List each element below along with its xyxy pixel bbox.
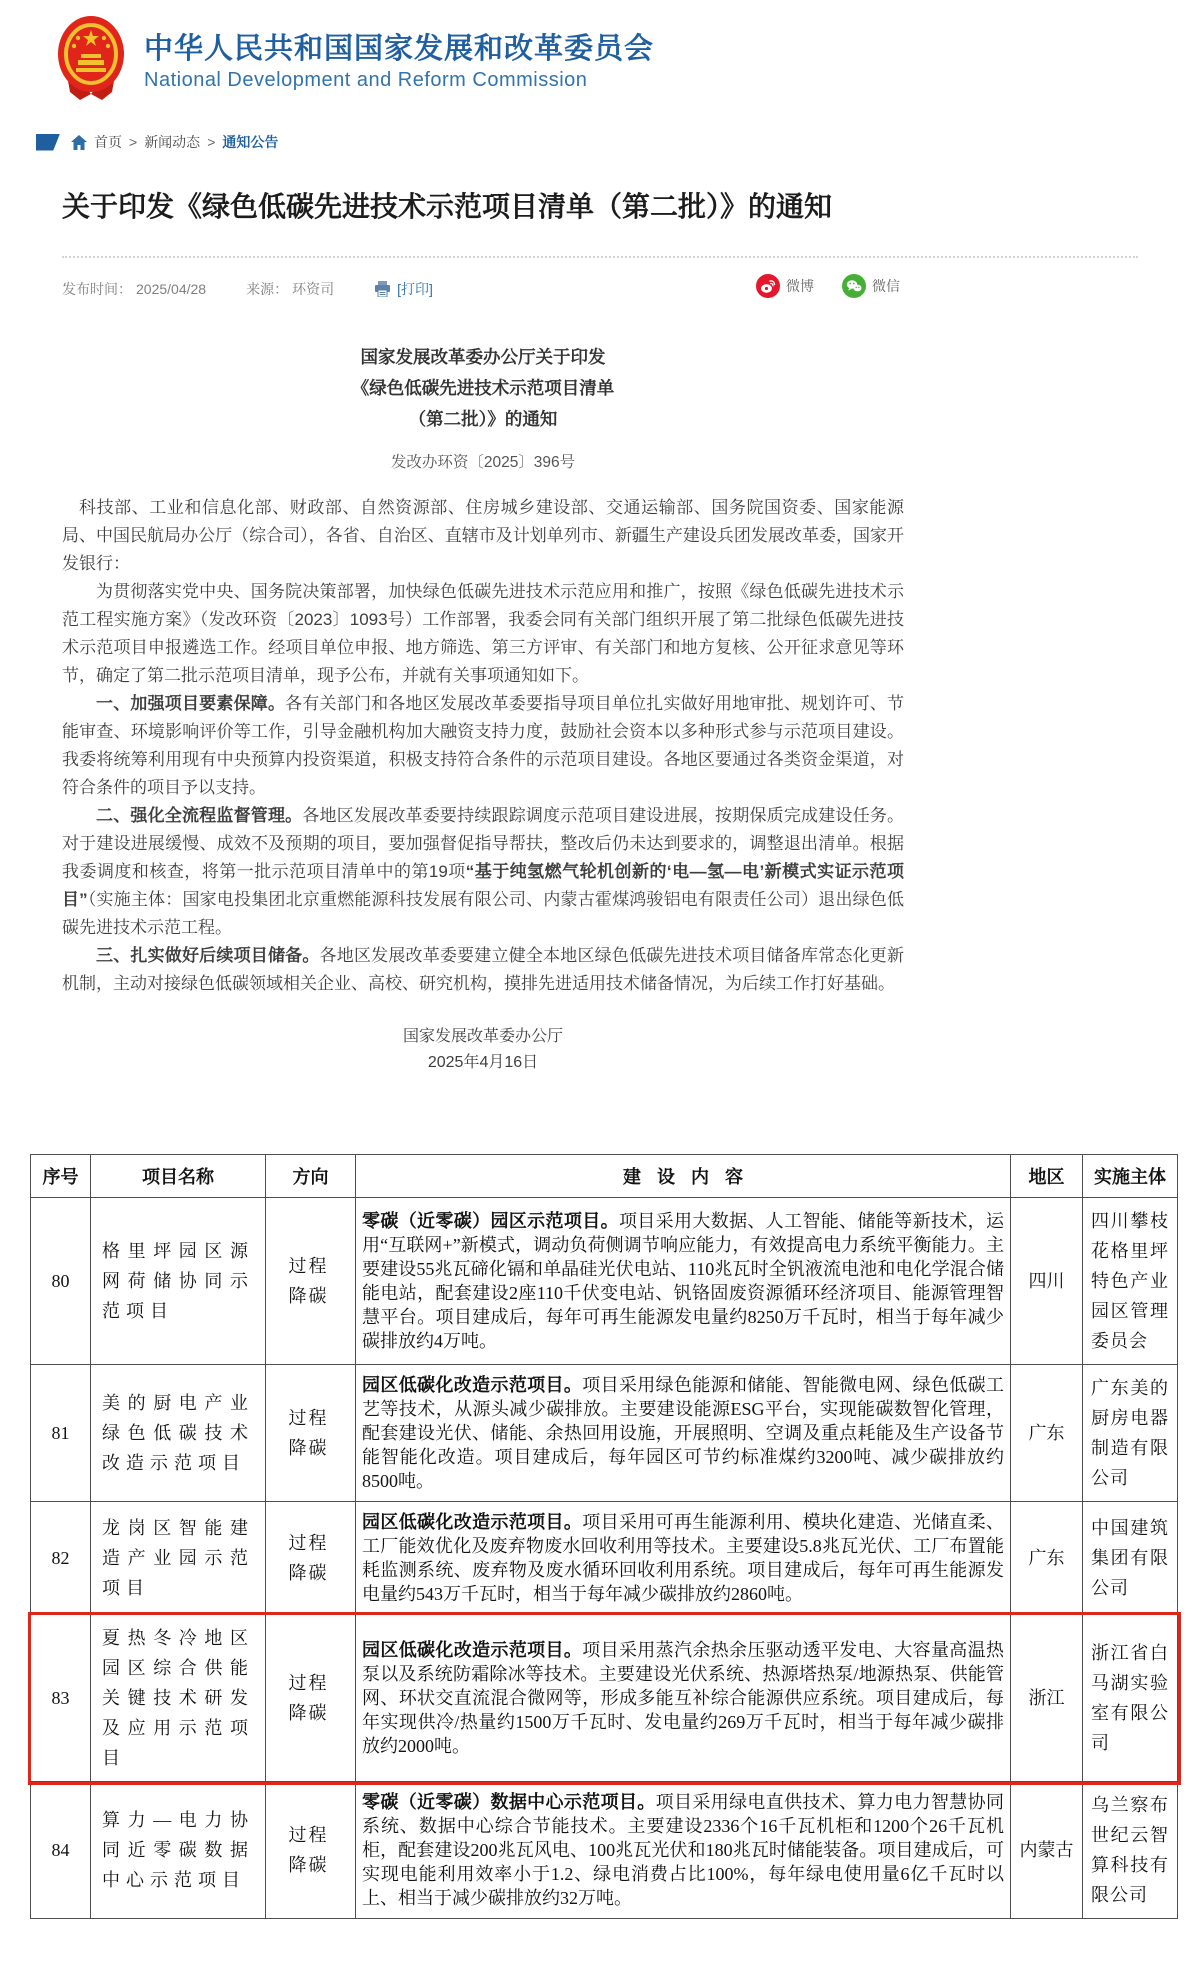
source bbox=[246, 279, 334, 299]
print-button[interactable] bbox=[374, 279, 433, 299]
direction-cell bbox=[266, 1198, 356, 1365]
publish-time-label: 发布时间： bbox=[62, 281, 132, 297]
share-buttons bbox=[756, 274, 900, 298]
content-lead-text: 零碳（近零碳）园区示范项目。 bbox=[362, 1211, 619, 1231]
paragraph-text: 各有关部门和各地区发展改革委要指导项目单位扎实做好用地审批、规划许可、节能审查、环境影响评价等工作，引导金融机构加大融资支持力度，鼓励社会资本以多种形式参与示范项目建设。我委将统筹利用现有中央预算内投资渠道，积极支持符合条件的示范项目建设。各地区要通过各类资金渠道，对符合条件的项目予以支持。 bbox=[62, 694, 905, 797]
site-title-block bbox=[144, 26, 654, 92]
home-icon[interactable] bbox=[71, 135, 87, 150]
paragraph-text: 各地区发展改革委要持续跟踪调度示范项目建设进展，按期保质完成建设任务。对于建设进展缓慢、成效不及预期的项目，要加强督促指导帮扶，整改后仍未达到要求的，调整退出清单。根据我委调度和核查，将第一批示范项目清单中的第19项 bbox=[62, 806, 905, 881]
publish-time-value: 2025/04/28 bbox=[136, 281, 207, 297]
entity-text: 中国建筑集团有限公司 bbox=[1091, 1518, 1169, 1598]
header-project-name: 项目名称 bbox=[91, 1155, 266, 1198]
header-construction-content: 建设内容 bbox=[356, 1155, 1011, 1198]
page-title: 关于印发《绿色低碳先进技术示范项目清单（第二批）》的通知 bbox=[62, 191, 833, 222]
content-lead-text: 园区低碳化改造示范项目。 bbox=[362, 1640, 583, 1660]
project-name-text: 格里坪园区源网荷储协同示范项目 bbox=[102, 1241, 254, 1321]
table-row-project-84 bbox=[31, 1782, 1178, 1919]
entity-cell bbox=[1083, 1782, 1178, 1919]
project-name-cell bbox=[91, 1615, 266, 1782]
project-name-cell bbox=[91, 1198, 266, 1365]
entity-cell bbox=[1083, 1365, 1178, 1502]
weibo-share-button[interactable] bbox=[756, 274, 814, 298]
header-implementing-entity: 实施主体 bbox=[1083, 1155, 1178, 1198]
breadcrumb-separator: > bbox=[207, 134, 216, 150]
document-content bbox=[62, 342, 904, 1076]
table-row-project-80 bbox=[31, 1198, 1178, 1365]
content-text: 项目采用大数据、人工智能、储能等新技术，运用“互联网+”新模式，调动负荷侧调节响应能力，有效提高电力系统平衡能力。主要建设55兆瓦碲化镉和单晶硅光伏电站、110兆瓦时全钒液流电池和电化学混合储能电站，配套建设2座110千伏变电站、钒铬固废资源循环经济项目、能源管理智慧平台。项目建成后，每年可再生能源发电量约8250万千瓦时，相当于每年减少碳排放约4万吨。 bbox=[362, 1211, 1005, 1351]
content-lead-text: 园区低碳化改造示范项目。 bbox=[362, 1512, 583, 1532]
construction-content-cell bbox=[356, 1615, 1011, 1782]
region-cell: 内蒙古 bbox=[1011, 1782, 1083, 1919]
source-label: 来源： bbox=[246, 281, 289, 297]
header-direction: 方向 bbox=[266, 1155, 356, 1198]
document-title-line: 国家发展改革委办公厅关于印发 bbox=[360, 347, 606, 367]
wechat-share-button[interactable] bbox=[842, 274, 900, 298]
entity-text: 广东美的厨房电器制造有限公司 bbox=[1091, 1378, 1169, 1488]
direction-cell bbox=[266, 1782, 356, 1919]
region-cell: 广东 bbox=[1011, 1502, 1083, 1615]
document-paragraph bbox=[62, 802, 904, 942]
entity-text: 浙江省白马湖实验室有限公司 bbox=[1091, 1643, 1169, 1753]
region-cell: 广东 bbox=[1011, 1365, 1083, 1502]
site-title-english: National Development and Reform Commission bbox=[144, 69, 588, 91]
breadcrumb-item-home[interactable]: 首页 bbox=[94, 134, 122, 150]
direction-cell bbox=[266, 1365, 356, 1502]
publish-time bbox=[62, 279, 206, 299]
entity-cell bbox=[1083, 1198, 1178, 1365]
header-serial-number: 序号 bbox=[31, 1155, 91, 1198]
direction-text: 过程降碳 bbox=[288, 1825, 329, 1875]
document-signature-block bbox=[62, 1024, 904, 1076]
document-body bbox=[62, 494, 904, 998]
construction-content-cell bbox=[356, 1502, 1011, 1615]
content-lead-text: 园区低碳化改造示范项目。 bbox=[362, 1375, 583, 1395]
content-text: 项目采用可再生能源利用、模块化建造、光储直柔、工厂能效优化及废弃物废水回收利用等技术。主要建设5.8兆瓦光伏、工厂布置能耗监测系统、废弃物及废水循环回收利用系统。项目建成后，每年可再生能源发电量约543万千瓦时，相当于每年减少碳排放约2860吨。 bbox=[362, 1512, 1004, 1604]
project-name-cell bbox=[91, 1365, 266, 1502]
wechat-icon bbox=[842, 274, 866, 298]
direction-text: 过程降碳 bbox=[288, 1673, 329, 1723]
content-text: 项目采用蒸汽余热余压驱动透平发电、大容量高温热泵以及系统防霜除冰等技术。主要建设光伏系统、热源塔热泵/地源热泵、供能管网、环状交直流混合微网等，形成多能互补综合能源供应系统。项目建成后，每年实现供冷/热量约1500万千瓦时、发电量约269万千瓦时，相当于每年减少碳排放约2000吨。 bbox=[362, 1640, 1004, 1756]
serial-number-cell: 84 bbox=[31, 1782, 91, 1919]
signature-date: 2025年4月16日 bbox=[427, 1054, 539, 1071]
paragraph-lead: 三、扎实做好后续项目储备。 bbox=[96, 946, 320, 965]
breadcrumb-item-news[interactable]: 新闻动态 bbox=[144, 134, 201, 150]
construction-content-cell bbox=[356, 1365, 1011, 1502]
breadcrumb-separator: > bbox=[129, 134, 138, 150]
serial-number-cell: 80 bbox=[31, 1198, 91, 1365]
paragraph-text: 为贯彻落实党中央、国务院决策部署，加快绿色低碳先进技术示范应用和推广，按照《绿色低碳先进技术示范工程实施方案》（发改环资〔2023〕1093号）工作部署，我委会同有关部门组织开展了第二批绿色低碳先进技术示范项目申报遴选工作。经项目单位申报、地方筛选、第三方评审、有关部门和地方复核、公开征求意见等环节，确定了第二批示范项目清单，现予公布，并就有关事项通知如下。 bbox=[62, 582, 904, 685]
site-header bbox=[0, 0, 1200, 112]
project-name-text: 龙岗区智能建造产业园示范项目 bbox=[102, 1518, 254, 1598]
project-name-text: 算力—电力协同近零碳数据中心示范项目 bbox=[102, 1810, 254, 1890]
printer-icon bbox=[374, 281, 391, 297]
project-list-table bbox=[30, 1154, 1178, 1919]
direction-cell bbox=[266, 1502, 356, 1615]
paragraph-bold: “基于纯氢燃气轮机创新的‘电—氢—电’新模式实证示范项目” bbox=[62, 862, 904, 909]
table-row-project-81 bbox=[31, 1365, 1178, 1502]
breadcrumb bbox=[36, 132, 1200, 152]
paragraph-lead: 二、强化全流程监督管理。 bbox=[96, 806, 303, 825]
content-lead-text: 零碳（近零碳）数据中心示范项目。 bbox=[362, 1792, 656, 1812]
page-bottom-space bbox=[0, 1919, 1200, 1969]
document-paragraph bbox=[62, 494, 904, 578]
source-value: 环资司 bbox=[292, 281, 335, 297]
serial-number-cell: 81 bbox=[31, 1365, 91, 1502]
weibo-label: 微博 bbox=[786, 278, 814, 294]
document-number: 发改办环资〔2025〕396号 bbox=[390, 454, 576, 471]
document-title-line: （第二批）》的通知 bbox=[408, 409, 558, 429]
weibo-icon bbox=[756, 274, 780, 298]
content-text: 项目采用绿电直供技术、算力电力智慧协同系统、数据中心综合节能技术。主要建设2336个16千瓦机柜和1200个26千瓦机柜，配套建设200兆瓦风电、100兆瓦光伏和180兆瓦时储能装备。项目建成后，可实现电能利用效率小于1.2、绿电消费占比100%，每年绿电使用量6亿千瓦时以上、相当于减少碳排放约32万吨。 bbox=[362, 1792, 1005, 1908]
breadcrumb-item-current[interactable]: 通知公告 bbox=[222, 134, 279, 150]
table-row-project-83-highlighted bbox=[31, 1615, 1178, 1782]
header-region: 地区 bbox=[1011, 1155, 1083, 1198]
table-header-row bbox=[31, 1155, 1178, 1198]
direction-text: 过程降碳 bbox=[288, 1533, 329, 1583]
direction-text: 过程降碳 bbox=[288, 1256, 329, 1306]
article-meta-row bbox=[62, 274, 1138, 304]
project-name-cell bbox=[91, 1502, 266, 1615]
document-paragraph bbox=[62, 690, 904, 802]
document-paragraph bbox=[62, 942, 904, 998]
table-row-project-82 bbox=[31, 1502, 1178, 1615]
project-name-cell bbox=[91, 1782, 266, 1919]
serial-number-cell: 82 bbox=[31, 1502, 91, 1615]
entity-text: 四川攀枝花格里坪特色产业园区管理委员会 bbox=[1091, 1211, 1169, 1351]
dotted-divider bbox=[62, 256, 1138, 258]
paragraph-text: 科技部、工业和信息化部、财政部、自然资源部、住房城乡建设部、交通运输部、国务院国资委、国家能源局、中国民航局办公厅（综合司），各省、自治区、直辖市及计划单列市、新疆生产建设兵团发展改革委，国家开发银行： bbox=[62, 498, 904, 573]
paragraph-text: （实施主体：国家电投集团北京重燃能源科技发展有限公司、内蒙古霍煤鸿骏铝电有限责任公司）退出绿色低碳先进技术示范工程。 bbox=[62, 890, 905, 937]
document-title-line: 《绿色低碳先进技术示范项目清单 bbox=[351, 378, 615, 398]
document-paragraph bbox=[62, 578, 904, 690]
region-cell: 四川 bbox=[1011, 1198, 1083, 1365]
entity-cell bbox=[1083, 1615, 1178, 1782]
content-text: 项目采用绿色能源和储能、智能微电网、绿色低碳工艺等技术，从源头减少碳排放。主要建设能源ESG平台，实现能碳数智化管理，配套建设光伏、储能、余热回用设施，开展照明、空调及重点耗能及生产设备节能智能化改造。项目建成后，每年园区可节约标准煤约3200吨、减少碳排放约8500吨。 bbox=[362, 1375, 1004, 1491]
project-name-text: 美的厨电产业绿色低碳技术改造示范项目 bbox=[102, 1393, 254, 1473]
site-title-chinese: 中华人民共和国国家发展和改革委员会 bbox=[144, 33, 655, 65]
breadcrumb-ribbon-decoration bbox=[36, 134, 60, 151]
print-label: [打印] bbox=[397, 281, 433, 297]
document-title bbox=[62, 342, 904, 435]
region-cell: 浙江 bbox=[1011, 1615, 1083, 1782]
national-emblem-logo bbox=[54, 14, 128, 104]
construction-content-cell bbox=[356, 1782, 1011, 1919]
wechat-label: 微信 bbox=[872, 278, 900, 294]
direction-cell bbox=[266, 1615, 356, 1782]
direction-text: 过程降碳 bbox=[288, 1408, 329, 1458]
entity-text: 乌兰察布世纪云智算科技有限公司 bbox=[1091, 1795, 1169, 1905]
signature-org: 国家发展改革委办公厅 bbox=[402, 1028, 563, 1045]
paragraph-lead: 一、加强项目要素保障。 bbox=[96, 694, 286, 713]
serial-number-cell: 83 bbox=[31, 1615, 91, 1782]
construction-content-cell bbox=[356, 1198, 1011, 1365]
entity-cell bbox=[1083, 1502, 1178, 1615]
project-name-text: 夏热冬冷地区园区综合供能关键技术研发及应用示范项目 bbox=[102, 1628, 254, 1768]
paragraph-text: 各地区发展改革委要建立健全本地区绿色低碳先进技术项目储备库常态化更新机制，主动对接绿色低碳领域相关企业、高校、研究机构，摸排先进适用技术储备情况，为后续工作打好基础。 bbox=[62, 946, 905, 993]
